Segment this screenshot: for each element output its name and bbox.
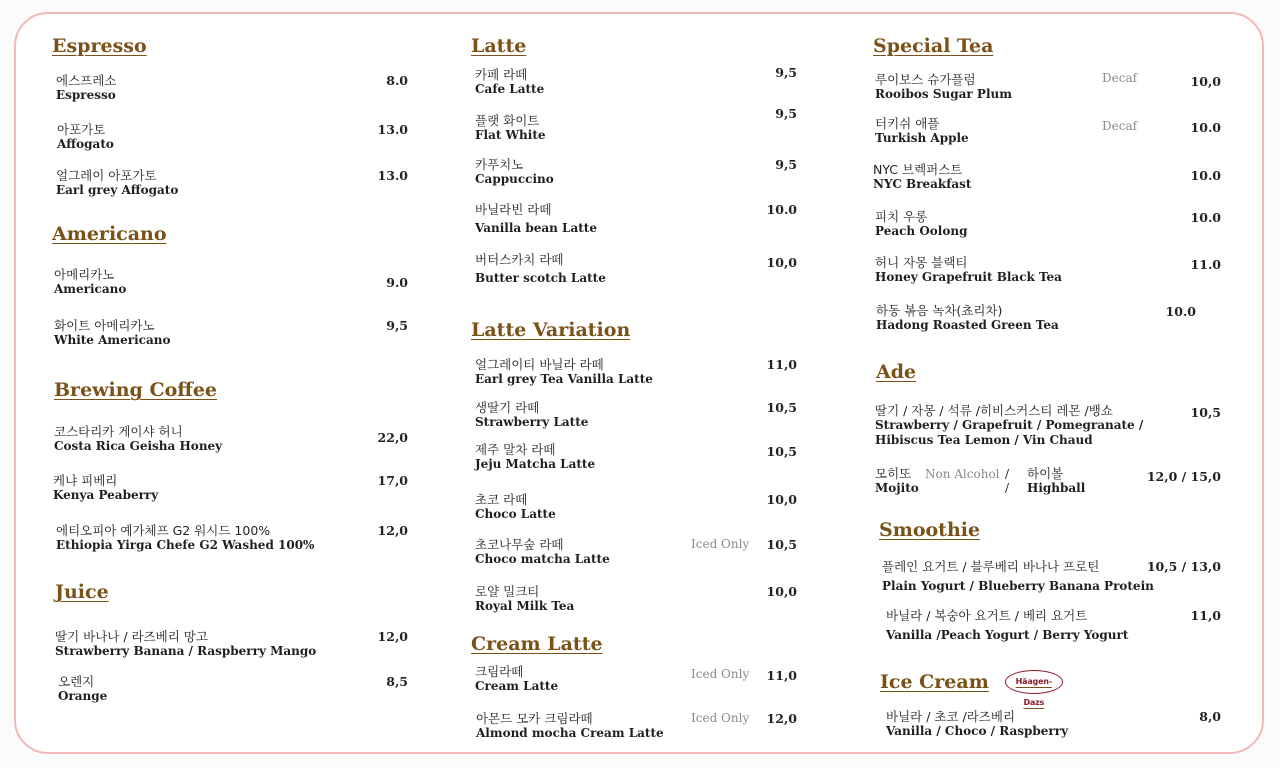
item-name-ko: NYC 브렉퍼스트 <box>873 162 963 177</box>
item-price: 9,5 <box>775 157 797 172</box>
menu-item <box>882 559 1221 594</box>
item-price: 8.0 <box>386 73 408 88</box>
item-price: 12,0 <box>766 711 797 726</box>
item-name-en: Strawberry / Grapefruit / Pomegranate / <box>875 418 1144 432</box>
item-name-en: Costa Rica Geisha Honey <box>54 439 223 453</box>
item-name-en: Orange <box>58 689 108 703</box>
item-price: 10,5 <box>766 400 797 415</box>
menu-item <box>55 629 408 659</box>
item-price: 10,5 <box>766 444 797 459</box>
menu-item <box>875 209 1221 239</box>
item-name-en: Cream Latte <box>475 679 559 693</box>
item-price: 13.0 <box>377 168 408 183</box>
menu-item <box>475 106 797 143</box>
section-espresso <box>52 34 408 58</box>
item-name-en: Vanilla / Choco / Raspberry <box>886 724 1069 738</box>
item-name-ko: 크림라떼 <box>475 664 524 679</box>
item-name-ko: 얼그레이 아포가토 <box>56 168 157 183</box>
decaf-note: Decaf <box>1102 71 1138 85</box>
item-price: 8,5 <box>386 674 408 689</box>
menu-item <box>875 116 1221 146</box>
section-cream-latte <box>471 632 797 656</box>
section-title-cream-latte: Cream Latte <box>471 633 603 655</box>
item-name-en: Honey Grapefruit Black Tea <box>875 270 1062 284</box>
item-price: 10,0 <box>1190 74 1221 89</box>
item-price: 10,5 <box>766 537 797 552</box>
section-smoothie <box>879 518 1229 542</box>
section-special-tea <box>873 34 1223 58</box>
item-name-en: Affogato <box>57 137 114 151</box>
item-name-ko: 터키쉬 애플 <box>875 116 940 131</box>
menu-item <box>56 168 408 198</box>
item-name-ko: 아포가토 <box>57 122 106 137</box>
item-name-en: Cappuccino <box>475 172 554 186</box>
item-name-en: Turkish Apple <box>875 131 969 145</box>
menu-item <box>58 674 408 704</box>
menu-item <box>475 664 797 694</box>
item-name-en: Choco matcha Latte <box>475 552 610 566</box>
item-price: 10.0 <box>1190 168 1221 183</box>
item-name-en: Earl grey Affogato <box>56 183 179 197</box>
menu-item <box>886 608 1221 643</box>
menu-item <box>475 157 797 187</box>
item-name-en: Flat White <box>475 128 546 142</box>
item-name-en: Americano <box>54 282 127 296</box>
menu-item-ade-1 <box>875 403 1221 448</box>
menu-item <box>475 202 797 236</box>
section-title-ice-cream <box>880 669 1063 707</box>
item-price: 12,0 <box>377 629 408 644</box>
item-price: 9,5 <box>775 106 797 121</box>
item-name-ko: 오렌지 <box>58 674 95 689</box>
section-title-juice: Juice <box>55 581 109 603</box>
menu-item <box>875 255 1221 285</box>
item-name-ko: 케냐 피베리 <box>53 473 118 488</box>
section-juice <box>55 580 411 604</box>
menu-item <box>56 73 408 103</box>
item-name-ko: 바닐라 / 복숭아 요거트 / 베리 요거트 <box>886 608 1088 623</box>
item-name-en: Ethiopia Yirga Chefe G2 Washed 100% <box>56 538 315 552</box>
item-name-ko: 하동 볶음 녹차(쵸리차) <box>876 303 1003 318</box>
item-name-en: Butter scotch Latte <box>475 271 606 285</box>
item-name-ko: 플랫 화이트 <box>475 113 540 128</box>
item-name-ko: 카푸치노 <box>475 157 524 172</box>
section-brewing-coffee <box>54 378 410 402</box>
menu-item <box>475 400 797 430</box>
item-name-ko: 에스프레소 <box>56 73 117 88</box>
item-price: 10.0 <box>766 202 797 217</box>
item-name-ko: 딸기 바나나 / 라즈베리 망고 <box>55 629 208 644</box>
item-name-ko-2: 하이볼 <box>1027 466 1064 481</box>
item-name-en: Vanilla bean Latte <box>475 221 597 235</box>
item-name-en: Rooibos Sugar Plum <box>875 87 1012 101</box>
item-name-ko: 모히또 <box>875 466 912 481</box>
menu-item <box>886 709 1221 739</box>
item-name-ko: 초코나무숲 라떼 <box>475 537 564 552</box>
section-title-ice-cream-text: Ice Cream <box>880 670 989 693</box>
item-price: 9,5 <box>775 65 797 80</box>
item-price: 9.0 <box>386 275 408 290</box>
item-price: 10.0 <box>1190 120 1221 135</box>
item-price: 10,5 / 13,0 <box>1146 559 1221 574</box>
item-price: 17,0 <box>377 473 408 488</box>
menu-item-ade-2 <box>875 466 1221 496</box>
separator: / <box>1005 481 1010 495</box>
item-name-en: Strawberry Latte <box>475 415 589 429</box>
item-price: 12,0 / 15,0 <box>1146 469 1221 484</box>
item-price: 11,0 <box>1190 608 1221 623</box>
item-name-ko: 제주 말차 라떼 <box>475 442 556 457</box>
menu-item <box>57 122 408 152</box>
item-name-ko: 초코 라떼 <box>475 492 528 507</box>
item-name-en: Strawberry Banana / Raspberry Mango <box>55 644 317 658</box>
menu-item <box>875 72 1221 102</box>
item-name-ko: 버터스카치 라떼 <box>475 252 564 267</box>
item-price: 11,0 <box>766 668 797 683</box>
item-price: 13.0 <box>377 122 408 137</box>
section-title-smoothie: Smoothie <box>879 519 981 541</box>
iced-only-note: Iced Only <box>691 537 750 551</box>
item-price: 8,0 <box>1199 709 1221 724</box>
item-name-en: Espresso <box>56 88 116 102</box>
item-name-ko: 허니 자몽 블랙티 <box>875 255 968 270</box>
item-price: 10,0 <box>766 255 797 270</box>
separator: / <box>1005 467 1010 481</box>
item-name-en: Choco Latte <box>475 507 556 521</box>
section-latte-variation <box>471 318 797 342</box>
item-name-en-2: Highball <box>1027 481 1086 495</box>
item-name-en: Almond mocha Cream Latte <box>476 726 664 740</box>
item-name-en: Mojito <box>875 481 919 495</box>
item-name-en: Jeju Matcha Latte <box>475 457 596 471</box>
item-price: 12,0 <box>377 523 408 538</box>
item-price: 11,0 <box>766 357 797 372</box>
item-name-en: Vanilla /Peach Yogurt / Berry Yogurt <box>886 628 1129 642</box>
item-name-en: Kenya Peaberry <box>53 488 159 502</box>
section-ade <box>876 360 1226 384</box>
section-title-espresso: Espresso <box>52 35 147 57</box>
item-name-en: Peach Oolong <box>875 224 968 238</box>
menu-item <box>475 67 797 97</box>
item-price: 10.0 <box>1190 210 1221 225</box>
item-name-ko: 바닐라빈 라떼 <box>475 202 552 217</box>
menu-item <box>876 303 1221 333</box>
item-name-ko: 루이보스 슈가플럼 <box>875 72 976 87</box>
menu-item <box>54 267 408 297</box>
item-name-ko: 바닐라 / 초코 /라즈베리 <box>886 709 1016 724</box>
item-price: 10,0 <box>766 584 797 599</box>
item-name-ko: 피치 우롱 <box>875 209 928 224</box>
menu-item <box>54 318 408 348</box>
item-name-ko: 딸기 / 자몽 / 석류 /히비스커스티 레몬 /뱅쇼 <box>875 403 1113 418</box>
item-name-ko: 에티오피아 예가체프 G2 워시드 100% <box>56 523 271 538</box>
section-americano <box>52 222 408 246</box>
item-name-en: White Americano <box>54 333 171 347</box>
iced-only-note: Iced Only <box>691 667 750 681</box>
item-name-en: Cafe Latte <box>475 82 545 96</box>
section-title-brewing-coffee: Brewing Coffee <box>54 379 218 401</box>
item-name-ko: 코스타리카 게이샤 허니 <box>54 424 183 439</box>
item-name-ko: 생딸기 라떼 <box>475 400 540 415</box>
menu-item <box>56 523 408 553</box>
section-title-latte: Latte <box>471 35 527 57</box>
item-name-ko: 플레인 요거트 / 블루베리 바나나 프로틴 <box>882 559 1100 574</box>
menu-item <box>475 357 797 387</box>
section-title-americano: Americano <box>52 223 167 245</box>
section-latte <box>471 34 797 58</box>
item-name-en-2: Hibiscus Tea Lemon / Vin Chaud <box>875 433 1093 447</box>
section-title-ade: Ade <box>876 361 917 383</box>
item-name-en: Royal Milk Tea <box>475 599 575 613</box>
item-name-ko: 화이트 아메리카노 <box>54 318 155 333</box>
item-price: 9,5 <box>386 318 408 333</box>
item-name-ko: 아메리카노 <box>54 267 115 282</box>
item-name-en: Plain Yogurt / Blueberry Banana Protein <box>882 579 1154 593</box>
item-name-ko: 카페 라떼 <box>475 67 528 82</box>
section-ice-cream <box>880 669 1230 707</box>
menu-item <box>475 492 797 522</box>
menu-item <box>475 442 797 472</box>
item-name-ko: 아몬드 모카 크림라떼 <box>476 711 593 726</box>
item-price: 11.0 <box>1190 257 1221 272</box>
section-title-latte-variation: Latte Variation <box>471 319 631 341</box>
menu-item <box>54 424 408 454</box>
item-price: 10,0 <box>766 492 797 507</box>
menu-item <box>476 711 797 741</box>
menu-item <box>475 252 797 286</box>
item-name-en: Earl grey Tea Vanilla Latte <box>475 372 653 386</box>
decaf-note: Decaf <box>1102 119 1138 133</box>
item-price: 10.0 <box>1165 304 1196 319</box>
section-title-special-tea: Special Tea <box>873 35 994 57</box>
non-alcohol-note: Non Alcohol <box>925 467 1000 481</box>
iced-only-note: Iced Only <box>691 711 750 725</box>
item-price: 22,0 <box>377 430 408 445</box>
item-name-ko: 로얄 밀크티 <box>475 584 540 599</box>
haagen-dazs-logo: Häagen-Dazs <box>1005 670 1063 694</box>
item-price: 10,5 <box>1190 405 1221 420</box>
item-name-ko: 얼그레이티 바닐라 라떼 <box>475 357 604 372</box>
menu-item <box>873 162 1221 192</box>
menu-item <box>53 473 408 503</box>
item-name-en: NYC Breakfast <box>873 177 972 191</box>
menu-item <box>475 584 797 614</box>
item-name-en: Hadong Roasted Green Tea <box>876 318 1059 332</box>
menu-item <box>475 537 797 567</box>
